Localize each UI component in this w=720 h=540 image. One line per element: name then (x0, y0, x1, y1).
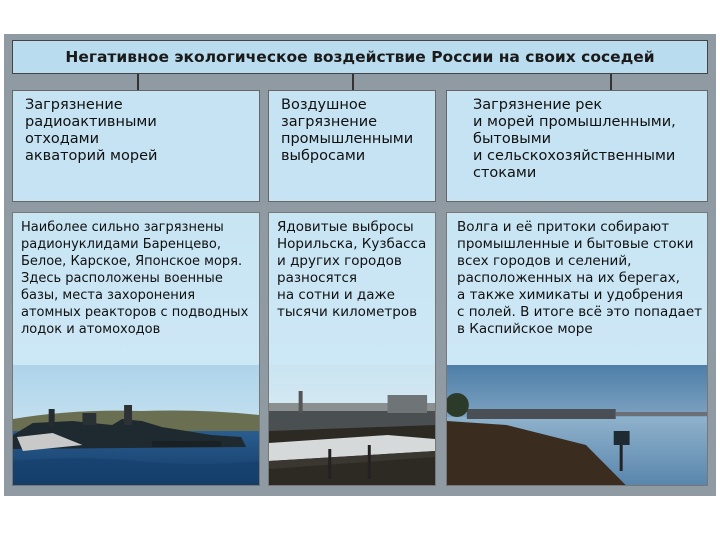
heading-air-text: Воздушное загрязнение промышленными выбросами (281, 97, 414, 164)
heading-rivers-text: Загрязнение рек и морей промышленными, бытовыми и сельскохозяйственными стоками (473, 97, 676, 181)
card-rivers (446, 212, 708, 486)
connector-line (610, 74, 612, 90)
river-dam-photo (447, 365, 707, 485)
card-air-text: Ядовитые выбросы Норильска, Кузбасса и других городов разносятся на сотни и даже тысячи километров (277, 219, 427, 320)
connector-line (352, 74, 354, 90)
industrial-plant-photo (269, 365, 435, 485)
heading-radioactive-text: Загрязнение радиоактивными отходами акваторий морей (25, 97, 158, 164)
submarine-harbor-photo (13, 365, 259, 485)
connector-line (137, 74, 139, 90)
card-rivers-text: Волга и её притоки собирают промышленные и бытовые стоки всех городов и селений, расположенных на их берегах, а также химикаты и удобрения с полей. В итоге всё это попадает в Каспийское море (457, 219, 702, 337)
heading-air (268, 90, 436, 202)
card-air (268, 212, 436, 486)
heading-radioactive (12, 90, 260, 202)
card-radioactive (12, 212, 260, 486)
page-title: Негативное экологическое воздействие России на своих соседей (12, 40, 708, 74)
card-radioactive-text: Наиболее сильно загрязнены радионуклидами Баренцево, Белое, Карское, Японское моря. Здесь расположены военные базы, места захоронения атомных реакторов с подводных лодок и атомоходов (21, 220, 249, 337)
heading-rivers (446, 90, 708, 202)
